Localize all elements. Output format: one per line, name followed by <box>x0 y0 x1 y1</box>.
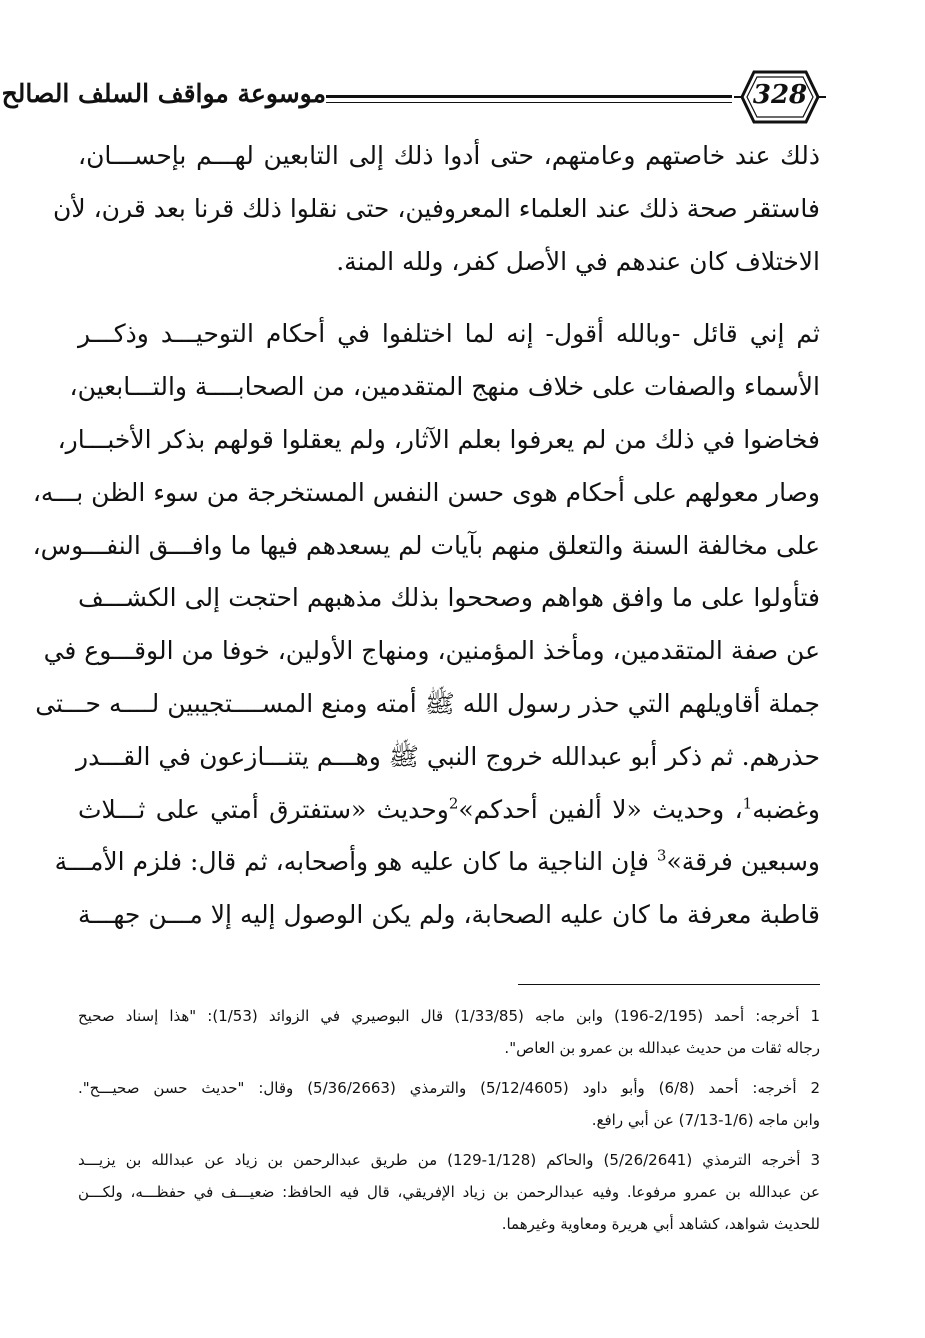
book-title: موسوعة مواقف السلف الصالح <box>1 79 326 108</box>
footnote-line: 2 أخرجه: أحمد (6/8) وأبو داود (5/12/4605) والترمذي (5/36/2663) وقال: "حديث حسن صحيـــح". <box>78 1079 820 1097</box>
text-line: على مخالفة السنة والتعلق منهم بآيات لم يسعدهم فيها ما وافـــق النفـــوس، <box>32 530 820 560</box>
footnote <box>78 1000 820 1064</box>
footnote-ref[interactable]: 2 <box>448 794 459 813</box>
main-text <box>32 130 821 942</box>
footnote <box>78 1144 820 1240</box>
footnote-ref[interactable]: 3 <box>656 847 667 866</box>
footnote-line: 3 أخرجه الترمذي (5/26/2641) والحاكم (1/128-129) من طريق عبدالرحمن بن زياد عن عبدالله بن يزيـــد <box>78 1151 820 1169</box>
text-segment: وسبعين فرقة» <box>666 847 820 877</box>
footnote-line: للحديث شواهد، كشاهد أبي هريرة ومعاوية وغيرهما. <box>501 1215 820 1233</box>
footnote-ref[interactable]: 1 <box>742 794 753 813</box>
text-segment: وحديث «ستفترق أمتي على ثـــلاث <box>78 794 449 824</box>
page-number-badge <box>732 66 828 128</box>
text-line: ذلك عند خاصتهم وعامتهم، حتى أدوا ذلك إلى التابعين لهـــم بإحســـان، <box>78 141 821 170</box>
page-number: 328 <box>752 80 808 110</box>
text-line <box>78 784 820 837</box>
header-rule-thin <box>326 102 732 103</box>
page-header <box>1 66 828 128</box>
footnote-line: رجاله ثقات من حديث عبدالله بن عمرو بن العاص". <box>504 1039 820 1057</box>
text-segment: فإن الناجية ما كان عليه هو وأصحابه، ثم قال: فلزم الأمـــة <box>54 847 657 877</box>
text-line: ثم إني قائل -وبالله أقول- إنه لما اختلفوا في أحكام التوحيـــد وذكـــر <box>78 319 820 349</box>
header-rule <box>326 95 732 98</box>
text-line: وصار معولهم على أحكام هوى حسن النفس المستخرجة من سوء الظن بـــه، <box>32 477 820 507</box>
footnote-line: عن عبدالله بن عمرو مرفوعا. وفيه عبدالرحمن بن زياد الإفريقي، قال فيه الحافظ: ضعيـــف في حفظـــه، ولكـــن <box>78 1183 820 1201</box>
text-segment: ، وحديث «لا ألفين أحدكم» <box>458 794 743 824</box>
text-line: جملة أقاويلهم التي حذر رسول الله ﷺ أمته ومنع المســــتجيبين لــــه حـــتى <box>35 688 820 718</box>
text-line: الأسماء والصفات على خلاف منهج المتقدمين، من الصحابــــة والتـــابعين، <box>69 372 820 402</box>
text-line: عن صفة المتقدمين، ومأخذ المؤمنين، ومنهاج الأولين، خوفا من الوقـــوع في <box>43 636 820 666</box>
text-line: فتأولوا على ما وافق هواهم وصححوا بذلك مذهبهم احتجت إلى الكشـــف <box>78 583 820 613</box>
footnote-line: وابن ماجه (1/6-7/13) عن أبي رافع. <box>591 1111 820 1129</box>
text-line: حذرهم. ثم ذكر أبو عبدالله خروج النبي ﷺ وهـــم يتنـــازعون في القـــدر <box>76 741 820 771</box>
text-line: فخاضوا في ذلك من لم يعرفوا بعلم الآثار، ولم يعقلوا قولهم بذكر الأخبـــار، <box>57 424 820 454</box>
text-line <box>54 836 820 889</box>
text-segment: وغضبه <box>752 794 820 824</box>
footnote-separator <box>518 984 820 985</box>
text-line: قاطبة معرفة ما كان عليه الصحابة، ولم يكن الوصول إليه إلا مـــن جهـــة <box>78 900 820 930</box>
text-line: الاختلاف كان عندهم في الأصل كفر، ولله المنة. <box>336 246 820 276</box>
footnotes <box>78 1000 820 1248</box>
text-line: فاستقر صحة ذلك عند العلماء المعروفين، حتى نقلوا ذلك قرنا بعد قرن، لأن <box>53 193 820 223</box>
footnote-line: 1 أخرجه: أحمد (2/195-196) وابن ماجه (1/33/85) قال البوصيري في الزوائد (1/53): "هذا إسناد صحيح <box>78 1007 821 1025</box>
footnote <box>78 1072 820 1136</box>
